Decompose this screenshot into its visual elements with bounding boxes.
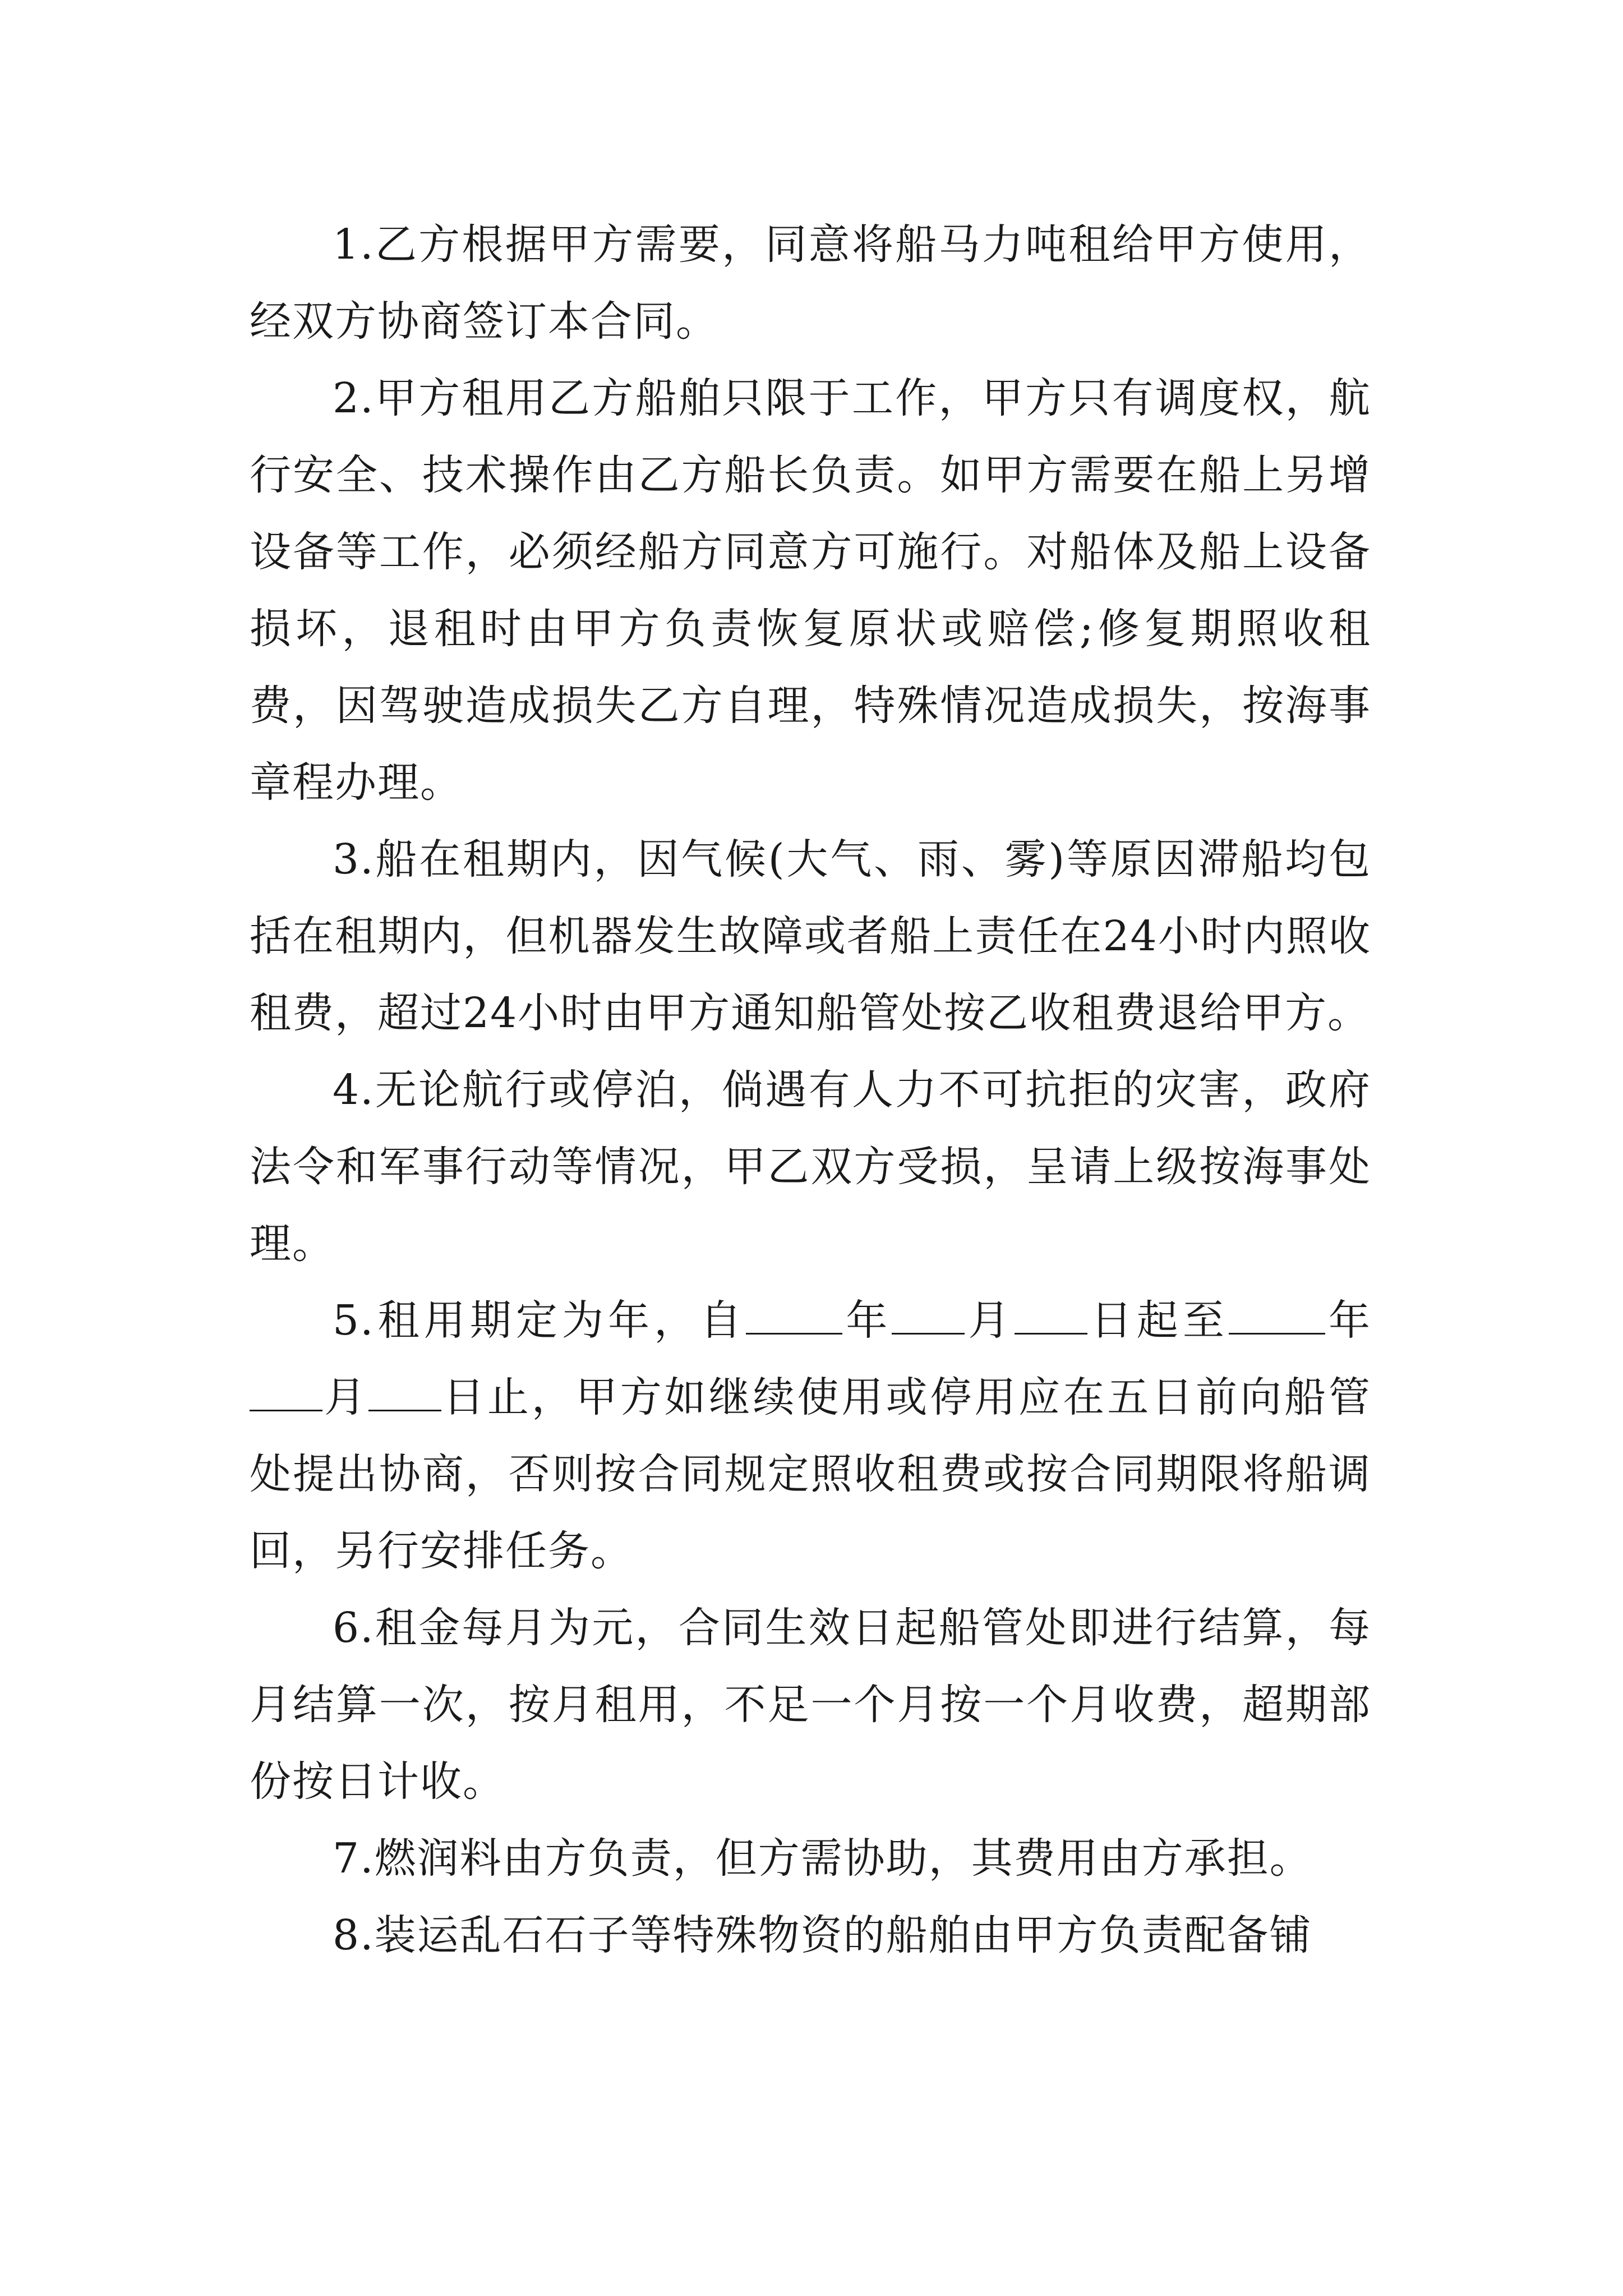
- end-day-blank: [368, 1373, 441, 1411]
- start-year-blank: [746, 1296, 842, 1335]
- clause-5-text-a: 5.租用期定为年，自: [333, 1296, 746, 1345]
- clause-4: 4.无论航行或停泊，倘遇有人力不可抗拒的灾害，政府法令和军事行动等情况，甲乙双方受损，呈请上级按海事处理。: [250, 1066, 1371, 1268]
- end-year-blank: [1229, 1296, 1325, 1335]
- start-month-blank: [892, 1296, 965, 1335]
- clause-3: 3.船在租期内，因气候(大气、雨、雾)等原因滞船均包括在租期内，但机器发生故障或者船上责任在24小时内照收租费，超过24小时由甲方通知船管处按乙收租费退给甲方。: [250, 835, 1371, 1037]
- start-day-blank: [1015, 1296, 1087, 1335]
- clause-7: 7.燃润料由方负责，但方需协助，其费用由方承担。: [333, 1834, 1312, 1883]
- clause-5: [250, 1282, 1371, 1590]
- clause-8: 8.装运乱石石子等特殊物资的船舶由甲方负责配备铺: [333, 1911, 1312, 1959]
- clause-5-text-c: 月: [965, 1296, 1015, 1345]
- clause-5-text-b: 年: [842, 1296, 892, 1345]
- clause-6: 6.租金每月为元，合同生效日起船管处即进行结算，每月结算一次，按月租用，不足一个月按一个月收费，超期部份按日计收。: [250, 1604, 1371, 1806]
- clause-5-text-d: 日起至: [1087, 1296, 1229, 1345]
- clause-5-text-g: 日止，甲方如继续使用或停用应在五日前向船管处提出协商，否则按合同规定照收租费或按合同期限将船调回，另行安排任务。: [250, 1373, 1372, 1575]
- contract-body: [250, 206, 1371, 1974]
- clause-5-text-f: 月: [322, 1373, 368, 1421]
- clause-5-text-e: 年: [1325, 1296, 1372, 1345]
- end-month-blank: [250, 1373, 322, 1411]
- clause-2: 2.甲方租用乙方船舶只限于工作，甲方只有调度权，航行安全、技术操作由乙方船长负责。如甲方需要在船上另增设备等工作，必须经船方同意方可施行。对船体及船上设备损坏，退租时由甲方负责恢复原状或赔偿;修复期照收租费，因驾驶造成损失乙方自理，特殊情况造成损失，按海事章程办理。: [250, 374, 1371, 807]
- clause-1: 1.乙方根据甲方需要，同意将船马力吨租给甲方使用，经双方协商签订本合同。: [250, 220, 1371, 346]
